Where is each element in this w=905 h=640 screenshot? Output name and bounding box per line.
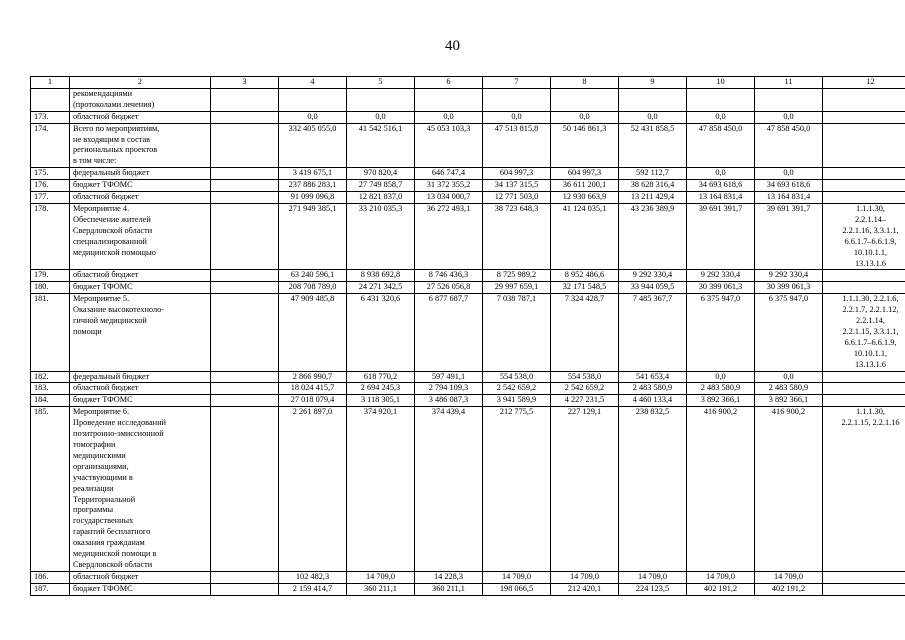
amount-cell: 0,0 (483, 111, 551, 123)
amount-cell: 50 146 861,3 (551, 123, 619, 168)
row-number: 181. (31, 294, 70, 371)
amount-cell: 0,0 (687, 371, 755, 383)
table-row (31, 294, 905, 371)
reference-line: 1.1.1.30, (855, 407, 886, 417)
row-description (70, 168, 211, 180)
description-line: бюджет ТФОМС (73, 282, 133, 292)
column-3-cell (211, 180, 279, 192)
amount-cell: 14 709,0 (347, 571, 415, 583)
amount-cell: 212 420,1 (551, 583, 619, 595)
column-number-cell: 12 (823, 77, 905, 89)
amount-cell: 9 292 330,4 (619, 270, 687, 282)
amount-cell: 0,0 (755, 168, 823, 180)
amount-cell: 0,0 (279, 111, 347, 123)
amount-cell: 47 858 450,0 (755, 123, 823, 168)
column-3-cell (211, 88, 279, 111)
description-line: гичной медицинской (73, 316, 147, 326)
row-description (70, 395, 211, 407)
amount-cell: 39 691 391,7 (687, 203, 755, 269)
row-description (70, 192, 211, 204)
amount-cell: 30 399 061,3 (755, 282, 823, 294)
table-row (31, 583, 905, 595)
description-line: не входящим в состав (73, 134, 151, 144)
row-number: 186. (31, 571, 70, 583)
amount-cell: 27 526 056,8 (415, 282, 483, 294)
description-line: медицинской помощи в (73, 549, 157, 559)
reference-line: 10.10.1.1, (853, 247, 888, 257)
target-reference-cell (823, 294, 905, 371)
amount-cell: 0,0 (415, 111, 483, 123)
target-reference-cell (823, 111, 905, 123)
table-row (31, 571, 905, 583)
description-line: Обеспечение жителей (73, 214, 151, 224)
description-line: федеральный бюджет (73, 168, 150, 178)
amount-cell: 541 653,4 (619, 371, 687, 383)
row-description (70, 583, 211, 595)
amount-cell: 31 372 355,2 (415, 180, 483, 192)
amount-cell: 34 693 618,6 (687, 180, 755, 192)
amount-cell: 12 821 837,0 (347, 192, 415, 204)
amount-cell: 14 228,3 (415, 571, 483, 583)
amount-cell: 6 877 687,7 (415, 294, 483, 371)
amount-cell: 238 832,5 (619, 407, 687, 572)
amount-cell: 38 723 648,3 (483, 203, 551, 269)
description-line: бюджет ТФОМС (73, 395, 133, 405)
column-number-cell: 3 (211, 77, 279, 89)
amount-cell: 224 123,5 (619, 583, 687, 595)
amount-cell: 2 483 580,9 (619, 383, 687, 395)
description-line: областной бюджет (73, 383, 139, 393)
description-line: реализации (73, 483, 114, 493)
amount-cell: 360 211,1 (347, 583, 415, 595)
amount-cell: 14 709,0 (687, 571, 755, 583)
amount-cell: 7 038 787,1 (483, 294, 551, 371)
table-row (31, 168, 905, 180)
amount-cell: 3 892 366,1 (755, 395, 823, 407)
amount-cell: 2 694 245,3 (347, 383, 415, 395)
amount-cell: 2 542 659,2 (483, 383, 551, 395)
amount-cell: 4 227 231,5 (551, 395, 619, 407)
amount-cell: 91 099 096,8 (279, 192, 347, 204)
amount-cell: 27 749 858,7 (347, 180, 415, 192)
amount-cell: 8 725 989,2 (483, 270, 551, 282)
row-description (70, 571, 211, 583)
column-number-cell: 1 (31, 77, 70, 89)
row-description (70, 111, 211, 123)
description-line: Территориальной (73, 494, 136, 504)
amount-cell: 0,0 (619, 111, 687, 123)
amount-cell: 3 941 589,9 (483, 395, 551, 407)
description-line: Мероприятие 5. (73, 294, 130, 304)
amount-cell: 332 405 055,0 (279, 123, 347, 168)
description-line: государственных (73, 516, 134, 526)
table-row (31, 123, 905, 168)
description-line: медицинской помощью (73, 247, 156, 257)
row-number: 182. (31, 371, 70, 383)
amount-cell: 592 112,7 (619, 168, 687, 180)
column-3-cell (211, 192, 279, 204)
amount-cell: 13 034 000,7 (415, 192, 483, 204)
row-number (31, 88, 70, 111)
row-number: 174. (31, 123, 70, 168)
amount-cell: 970 820,4 (347, 168, 415, 180)
amount-cell: 554 538,0 (551, 371, 619, 383)
description-line: (протоколами лечения) (73, 99, 155, 109)
target-reference-cell (823, 583, 905, 595)
amount-cell: 402 191,2 (687, 583, 755, 595)
amount-cell: 12 930 663,9 (551, 192, 619, 204)
row-number: 178. (31, 203, 70, 269)
amount-cell: 360 211,1 (415, 583, 483, 595)
description-line: Свердловской области (73, 559, 153, 569)
amount-cell: 2 794 109,3 (415, 383, 483, 395)
amount-cell: 14 709,0 (551, 571, 619, 583)
row-number: 185. (31, 407, 70, 572)
amount-cell: 47 858 450,0 (687, 123, 755, 168)
column-3-cell (211, 395, 279, 407)
column-3-cell (211, 583, 279, 595)
column-3-cell (211, 111, 279, 123)
amount-cell: 237 886 283,1 (279, 180, 347, 192)
amount-cell: 416 900,2 (687, 407, 755, 572)
table-row (31, 282, 905, 294)
amount-cell: 32 171 548,5 (551, 282, 619, 294)
amount-cell: 646 747,4 (415, 168, 483, 180)
column-3-cell (211, 371, 279, 383)
reference-line: 6.6.1.7–6.6.1.9, (844, 337, 897, 347)
amount-cell: 8 952 486,6 (551, 270, 619, 282)
row-number: 183. (31, 383, 70, 395)
column-3-cell (211, 168, 279, 180)
amount-cell: 18 024 415,7 (279, 383, 347, 395)
amount-cell: 27 018 079,4 (279, 395, 347, 407)
amount-cell: 2 261 897,0 (279, 407, 347, 572)
row-number: 175. (31, 168, 70, 180)
amount-cell: 402 191,2 (755, 583, 823, 595)
column-3-cell (211, 383, 279, 395)
amount-cell: 47 513 815,8 (483, 123, 551, 168)
amount-cell: 212 775,5 (483, 407, 551, 572)
amount-cell: 2 866 990,7 (279, 371, 347, 383)
amount-cell: 13 164 831,4 (687, 192, 755, 204)
table-row (31, 192, 905, 204)
description-line: областной бюджет (73, 571, 139, 581)
target-reference-cell (823, 88, 905, 111)
amount-cell: 374 439,4 (415, 407, 483, 572)
row-number: 176. (31, 180, 70, 192)
amount-cell: 14 709,0 (755, 571, 823, 583)
description-line: областной бюджет (73, 192, 139, 202)
column-number-cell: 7 (483, 77, 551, 89)
reference-line: 2.2.1.7, 2.2.1.12, (842, 305, 899, 315)
amount-cell (619, 88, 687, 111)
row-number: 184. (31, 395, 70, 407)
amount-cell: 41 124 035,1 (551, 203, 619, 269)
target-reference-cell (823, 407, 905, 572)
amount-cell: 3 118 305,1 (347, 395, 415, 407)
amount-cell: 227 129,1 (551, 407, 619, 572)
amount-cell: 14 709,0 (483, 571, 551, 583)
row-description (70, 180, 211, 192)
description-line: участвующими в (73, 472, 133, 482)
column-number-cell: 11 (755, 77, 823, 89)
description-line: гарантий бесплатного (73, 527, 151, 537)
target-reference-cell (823, 395, 905, 407)
amount-cell: 38 628 316,4 (619, 180, 687, 192)
description-line: областной бюджет (73, 111, 139, 121)
amount-cell: 36 611 200,1 (551, 180, 619, 192)
amount-cell: 0,0 (755, 111, 823, 123)
amount-cell: 102 482,3 (279, 571, 347, 583)
amount-cell: 597 491,1 (415, 371, 483, 383)
column-3-cell (211, 123, 279, 168)
amount-cell: 9 292 330,4 (687, 270, 755, 282)
description-line: Всего по мероприятиям, (73, 123, 160, 133)
table-row (31, 407, 905, 572)
reference-line: 2.2.1.14, (855, 316, 886, 326)
target-reference-cell (823, 180, 905, 192)
column-number-cell: 5 (347, 77, 415, 89)
amount-cell: 0,0 (687, 168, 755, 180)
description-line: организациями, (73, 461, 129, 471)
description-line: региональных проектов (73, 145, 158, 155)
row-description (70, 203, 211, 269)
amount-cell: 416 900,2 (755, 407, 823, 572)
target-reference-cell (823, 123, 905, 168)
column-number-cell: 10 (687, 77, 755, 89)
row-number: 187. (31, 583, 70, 595)
amount-cell: 2 483 580,9 (755, 383, 823, 395)
row-number: 180. (31, 282, 70, 294)
row-description (70, 371, 211, 383)
amount-cell: 0,0 (347, 111, 415, 123)
target-reference-cell (823, 270, 905, 282)
column-number-cell: 2 (70, 77, 211, 89)
amount-cell: 8 746 436,3 (415, 270, 483, 282)
amount-cell: 271 949 385,1 (279, 203, 347, 269)
row-description (70, 88, 211, 111)
amount-cell: 24 271 342,5 (347, 282, 415, 294)
amount-cell: 374 920,1 (347, 407, 415, 572)
reference-line: 2.2.1.15, 2.2.1.16 (841, 418, 900, 428)
amount-cell: 6 431 320,6 (347, 294, 415, 371)
amount-cell: 45 053 103,3 (415, 123, 483, 168)
amount-cell: 2 483 580,9 (687, 383, 755, 395)
column-number-cell: 4 (279, 77, 347, 89)
amount-cell: 33 210 035,3 (347, 203, 415, 269)
amount-cell: 604 997,3 (551, 168, 619, 180)
amount-cell: 52 431 858,5 (619, 123, 687, 168)
row-description (70, 383, 211, 395)
description-line: Мероприятие 4. (73, 203, 130, 213)
amount-cell (483, 88, 551, 111)
description-line: специализированной (73, 236, 147, 246)
column-3-cell (211, 270, 279, 282)
description-line: федеральный бюджет (73, 371, 150, 381)
amount-cell: 3 486 087,3 (415, 395, 483, 407)
description-line: оказания гражданам (73, 538, 145, 548)
table-row (31, 203, 905, 269)
description-line: медицинскими (73, 450, 126, 460)
description-line: Свердловской области (73, 225, 153, 235)
amount-cell: 63 240 596,1 (279, 270, 347, 282)
amount-cell: 0,0 (551, 111, 619, 123)
table-row (31, 270, 905, 282)
amount-cell: 9 292 330,4 (755, 270, 823, 282)
amount-cell: 3 419 675,1 (279, 168, 347, 180)
reference-line: 10.10.1.1, (853, 348, 888, 358)
row-description (70, 282, 211, 294)
budget-table (30, 76, 905, 596)
amount-cell: 43 236 389,9 (619, 203, 687, 269)
description-line: помощи (73, 326, 102, 336)
description-line: бюджет ТФОМС (73, 180, 133, 190)
column-3-cell (211, 571, 279, 583)
amount-cell: 2 542 659,2 (551, 383, 619, 395)
amount-cell: 618 770,2 (347, 371, 415, 383)
amount-cell: 6 375 947,0 (755, 294, 823, 371)
column-3-cell (211, 294, 279, 371)
amount-cell (415, 88, 483, 111)
column-number-cell: 8 (551, 77, 619, 89)
target-reference-cell (823, 571, 905, 583)
amount-cell (755, 88, 823, 111)
table-header-row (31, 77, 905, 89)
reference-line: 6.6.1.7–6.6.1.9, (844, 236, 897, 246)
amount-cell: 12 771 503,0 (483, 192, 551, 204)
amount-cell: 14 709,0 (619, 571, 687, 583)
description-line: Мероприятие 6. (73, 407, 130, 417)
description-line: Проведение исследований (73, 418, 166, 428)
amount-cell: 13 164 831,4 (755, 192, 823, 204)
table-row (31, 371, 905, 383)
row-number: 177. (31, 192, 70, 204)
amount-cell: 8 938 692,8 (347, 270, 415, 282)
amount-cell: 47 909 485,8 (279, 294, 347, 371)
page-number: 40 (445, 38, 460, 54)
description-line: позитронно-эмиссионной (73, 429, 164, 439)
amount-cell: 6 375 947,0 (687, 294, 755, 371)
column-3-cell (211, 407, 279, 572)
amount-cell (687, 88, 755, 111)
amount-cell: 29 997 659,1 (483, 282, 551, 294)
description-line: областной бюджет (73, 270, 139, 280)
column-number-cell: 9 (619, 77, 687, 89)
amount-cell: 34 137 315,5 (483, 180, 551, 192)
amount-cell: 13 211 429,4 (619, 192, 687, 204)
target-reference-cell (823, 192, 905, 204)
reference-line: 2.2.1.16, 3.3.1.1, (842, 225, 899, 235)
table-row (31, 383, 905, 395)
row-description (70, 270, 211, 282)
target-reference-cell (823, 371, 905, 383)
target-reference-cell (823, 168, 905, 180)
amount-cell: 34 693 618,6 (755, 180, 823, 192)
table-body (31, 77, 905, 596)
amount-cell: 554 538,0 (483, 371, 551, 383)
reference-line: 13.13.1.6 (854, 258, 887, 268)
row-number: 173. (31, 111, 70, 123)
amount-cell: 198 066,5 (483, 583, 551, 595)
amount-cell: 36 272 493,1 (415, 203, 483, 269)
table-row (31, 88, 905, 111)
column-number-cell: 6 (415, 77, 483, 89)
table-row (31, 111, 905, 123)
amount-cell (551, 88, 619, 111)
row-description (70, 294, 211, 371)
table-row (31, 395, 905, 407)
amount-cell: 39 691 391,7 (755, 203, 823, 269)
description-line: Оказание высокотехноло- (73, 305, 165, 315)
reference-line: 2.2.1.14– (854, 214, 887, 224)
description-line: программы (73, 505, 114, 515)
column-3-cell (211, 282, 279, 294)
amount-cell: 208 708 789,0 (279, 282, 347, 294)
reference-line: 1.1.1.30, (855, 203, 886, 213)
target-reference-cell (823, 203, 905, 269)
target-reference-cell (823, 282, 905, 294)
amount-cell: 3 892 366,1 (687, 395, 755, 407)
amount-cell: 604 997,3 (483, 168, 551, 180)
description-line: бюджет ТФОМС (73, 583, 133, 593)
reference-line: 1.1.1.30, 2.2.1.6, (842, 294, 899, 304)
amount-cell: 30 399 061,3 (687, 282, 755, 294)
amount-cell: 4 460 133,4 (619, 395, 687, 407)
row-number: 179. (31, 270, 70, 282)
reference-line: 13.13.1.6 (854, 359, 887, 369)
amount-cell (279, 88, 347, 111)
reference-line: 2.2.1.15, 3.3.1.1, (842, 326, 899, 336)
amount-cell: 41 542 516,1 (347, 123, 415, 168)
amount-cell (347, 88, 415, 111)
amount-cell: 7 324 428,7 (551, 294, 619, 371)
description-line: томографии (73, 440, 116, 449)
amount-cell: 33 944 059,5 (619, 282, 687, 294)
amount-cell: 0,0 (687, 111, 755, 123)
amount-cell: 2 159 414,7 (279, 583, 347, 595)
description-line: в том числе: (73, 156, 117, 166)
amount-cell: 0,0 (755, 371, 823, 383)
row-description (70, 123, 211, 168)
row-description (70, 407, 211, 572)
column-3-cell (211, 203, 279, 269)
description-line: рекомендациями (73, 88, 133, 98)
target-reference-cell (823, 383, 905, 395)
amount-cell: 7 485 367,7 (619, 294, 687, 371)
table-row (31, 180, 905, 192)
